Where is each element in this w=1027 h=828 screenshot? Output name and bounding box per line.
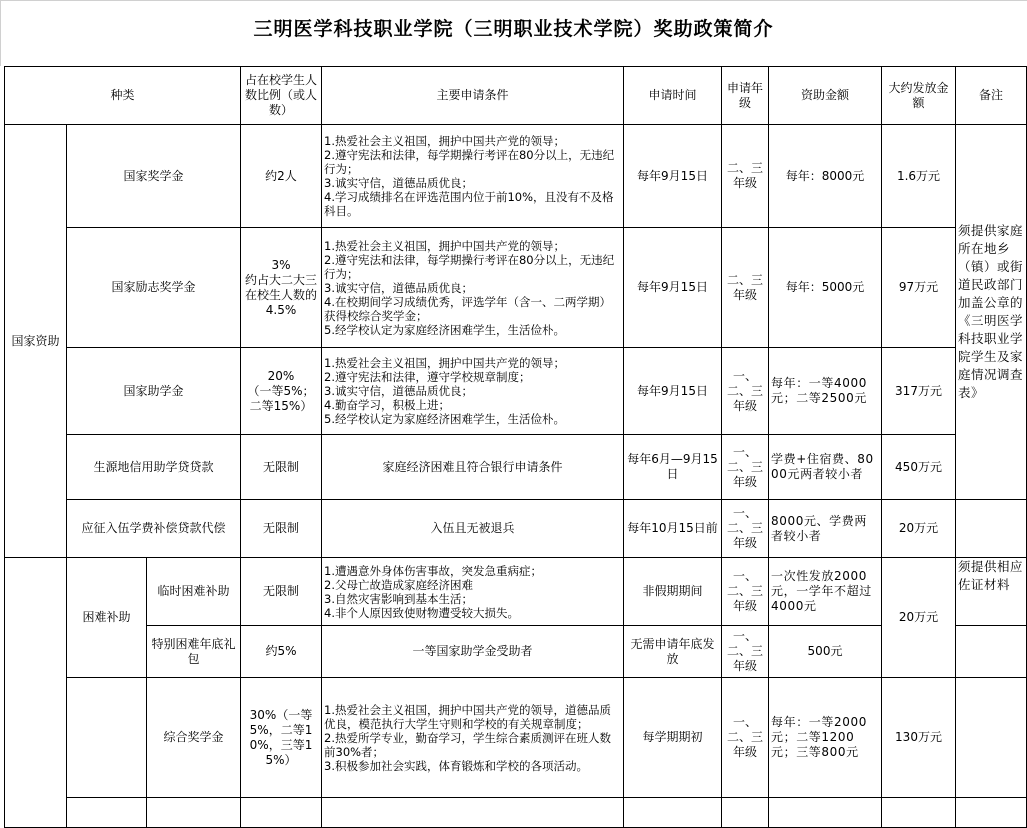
remark-national: 须提供家庭所在地乡（镇）或街道民政部门加盖公章的《三明医学科技职业学院学生及家庭情况调查表》 xyxy=(956,125,1027,500)
item-spacer xyxy=(67,798,147,828)
item-total: 130万元 xyxy=(882,678,956,798)
header-row xyxy=(5,67,1027,125)
group-school xyxy=(5,558,67,828)
table-row xyxy=(5,678,1027,798)
header-total: 大约发放金额 xyxy=(882,67,956,125)
page-top-rule xyxy=(0,0,1027,1)
page-title: 三明医学科技职业学院（三明职业技术学院）奖助政策简介 xyxy=(253,18,774,40)
item-grade: 二、三年级 xyxy=(722,228,769,348)
item-amount: 8000元、学费两者较小者 xyxy=(769,500,882,558)
item-ratio: 30%（一等5%，二等10%，三等15%） xyxy=(241,678,322,798)
item-conditions xyxy=(322,798,624,828)
item-grade: 一、二、三年级 xyxy=(722,626,769,678)
item-name: 应征入伍学费补偿贷款代偿 xyxy=(67,500,241,558)
item-total: 20万元 xyxy=(882,558,956,678)
item-amount: 每年：一等4000元；二等2500元 xyxy=(769,348,882,435)
header-grade: 申请年级 xyxy=(722,67,769,125)
item-name: 国家奖学金 xyxy=(67,125,241,228)
item-amount: 500元 xyxy=(769,626,882,678)
item-grade: 一、二、三年级 xyxy=(722,435,769,500)
item-name: 综合奖学金 xyxy=(147,678,241,798)
item-remark xyxy=(956,678,1027,798)
item-conditions: 1.热爱社会主义祖国，拥护中国共产党的领导； 2.遵守宪法和法律，遵守学校规章制度； 3.诚实守信，道德品质优良； 4.勤奋学习，积极上进； 5.经学校认定为家庭经济困难学生，生活俭朴。 xyxy=(322,348,624,435)
item-conditions: 1.热爱社会主义祖国，拥护中国共产党的领导，道德品质优良，模范执行大学生守则和学校的有关规章制度； 2.热爱所学专业，勤奋学习，学生综合素质测评在班人数前30%者； 3.积极参加社会实践，体育锻炼和学校的各项活动。 xyxy=(322,678,624,798)
item-remark xyxy=(956,626,1027,678)
item-apply-time: 每年10月15日前 xyxy=(624,500,722,558)
item-grade: 二、三年级 xyxy=(722,125,769,228)
item-name: 临时困难补助 xyxy=(147,558,241,626)
table-row xyxy=(5,500,1027,558)
table-row xyxy=(5,228,1027,348)
item-apply-time xyxy=(624,798,722,828)
item-conditions: 入伍且无被退兵 xyxy=(322,500,624,558)
item-name: 生源地信用助学贷贷款 xyxy=(67,435,241,500)
item-grade: 一、二、三年级 xyxy=(722,678,769,798)
policy-table xyxy=(4,66,1027,828)
item-amount xyxy=(769,798,882,828)
item-amount: 每年：一等2000元；二等1200元；三等800元 xyxy=(769,678,882,798)
item-total: 317万元 xyxy=(882,348,956,435)
item-conditions: 一等国家助学金受助者 xyxy=(322,626,624,678)
item-conditions: 1.遭遇意外身体伤害事故，突发急重病症； 2.父母亡故造成家庭经济困难 3.自然灾害影响到基本生活； 4.非个人原因致使财物遭受较大损失。 xyxy=(322,558,624,626)
item-ratio: 3% 约占大二大三在校生人数的4.5% xyxy=(241,228,322,348)
header-conditions: 主要申请条件 xyxy=(322,67,624,125)
item-apply-time: 每年6月—9月15日 xyxy=(624,435,722,500)
item-ratio: 20% （一等5%；二等15%） xyxy=(241,348,322,435)
item-apply-time: 每年9月15日 xyxy=(624,348,722,435)
item-conditions: 1.热爱社会主义祖国，拥护中国共产党的领导； 2.遵守宪法和法律，每学期操行考评在80分以上，无违纪行为； 3.诚实守信，道德品质优良； 4.在校期间学习成绩优秀，评选学年（含一、二两学期）获得校综合奖学金； 5.经学校认定为家庭经济困难学生，生活俭朴。 xyxy=(322,228,624,348)
item-grade: 一、二、三年级 xyxy=(722,500,769,558)
item-ratio: 无限制 xyxy=(241,558,322,626)
item-apply-time: 每学期期初 xyxy=(624,678,722,798)
subgroup-hardship: 困难补助 xyxy=(67,558,147,678)
item-name xyxy=(147,798,241,828)
item-ratio: 约5% xyxy=(241,626,322,678)
item-apply-time: 无需申请年底发放 xyxy=(624,626,722,678)
item-total: 1.6万元 xyxy=(882,125,956,228)
item-grade: 一、二、三年级 xyxy=(722,558,769,626)
table-row xyxy=(5,626,1027,678)
header-ratio: 占在校学生人数比例（或人数） xyxy=(241,67,322,125)
item-name: 特别困难年底礼包 xyxy=(147,626,241,678)
header-amount: 资助金额 xyxy=(769,67,882,125)
item-remark: 须提供相应佐证材料 xyxy=(956,558,1027,626)
item-total: 20万元 xyxy=(882,500,956,558)
item-apply-time: 每年9月15日 xyxy=(624,228,722,348)
item-ratio: 无限制 xyxy=(241,500,322,558)
item-amount: 一次性发放2000元，一学年不超过4000元 xyxy=(769,558,882,626)
item-total: 97万元 xyxy=(882,228,956,348)
item-amount: 每年：8000元 xyxy=(769,125,882,228)
table-row xyxy=(5,798,1027,828)
item-ratio: 无限制 xyxy=(241,435,322,500)
header-remark: 备注 xyxy=(956,67,1027,125)
item-remark xyxy=(956,798,1027,828)
item-apply-time: 非假期期间 xyxy=(624,558,722,626)
item-spacer xyxy=(67,678,147,798)
item-ratio: 约2人 xyxy=(241,125,322,228)
item-name: 国家励志奖学金 xyxy=(67,228,241,348)
header-apply-time: 申请时间 xyxy=(624,67,722,125)
table-row xyxy=(5,125,1027,228)
item-amount: 每年：5000元 xyxy=(769,228,882,348)
item-remark xyxy=(956,500,1027,558)
item-grade xyxy=(722,798,769,828)
table-row xyxy=(5,558,1027,626)
item-conditions: 1.热爱社会主义祖国，拥护中国共产党的领导； 2.遵守宪法和法律，每学期操行考评在80分以上，无违纪行为； 3.诚实守信，道德品质优良； 4.学习成绩排名在评选范围内位于前10%，且没有不及格科目。 xyxy=(322,125,624,228)
item-total: 450万元 xyxy=(882,435,956,500)
item-conditions: 家庭经济困难且符合银行申请条件 xyxy=(322,435,624,500)
group-national: 国家资助 xyxy=(5,125,67,558)
item-amount: 学费+住宿费、8000元两者较小者 xyxy=(769,435,882,500)
table-row xyxy=(5,435,1027,500)
header-type: 种类 xyxy=(5,67,241,125)
item-apply-time: 每年9月15日 xyxy=(624,125,722,228)
item-name: 国家助学金 xyxy=(67,348,241,435)
item-grade: 一、二、三年级 xyxy=(722,348,769,435)
table-row xyxy=(5,348,1027,435)
item-total xyxy=(882,798,956,828)
item-ratio xyxy=(241,798,322,828)
